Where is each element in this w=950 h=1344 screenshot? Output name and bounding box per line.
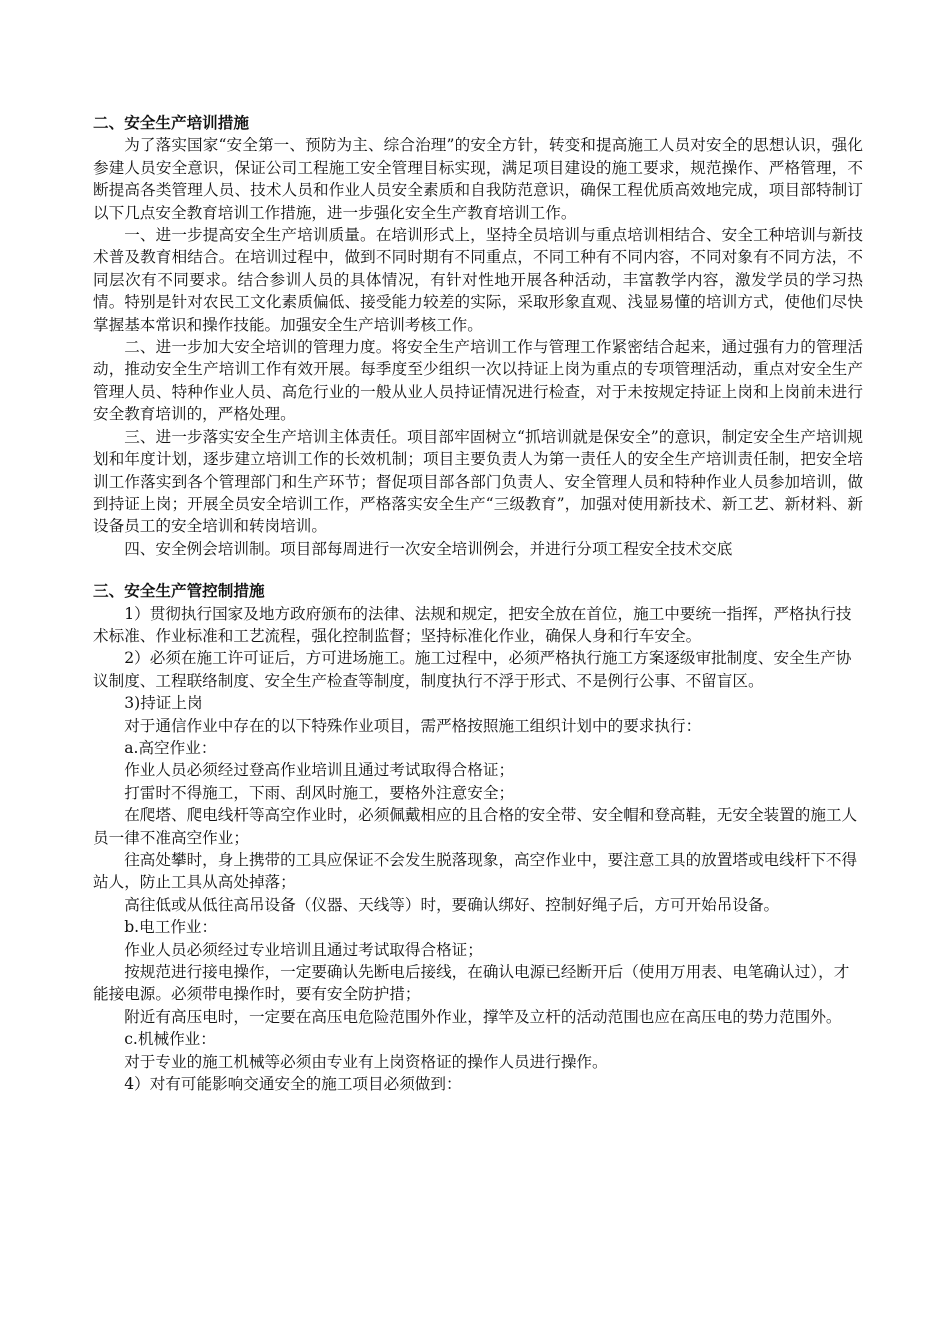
- list-item: 3)持证上岗: [124, 694, 203, 713]
- list-item: 往高处攀时，身上携带的工具应保证不会发生脱落现象，高空作业中，要注意工具的放置塔或电线杆下不得站人，防止工具从高处掉落；: [93, 851, 858, 892]
- list-item: 在爬塔、爬电线杆等高空作业时，必须佩戴相应的且合格的安全带、安全帽和登高鞋，无安全装置的施工人员一律不准高空作业；: [93, 806, 858, 847]
- paragraph-training-quality: 一、进一步提高安全生产培训质量。在培训形式上，坚持全员培训与重点培训相结合、安全工种培训与新技术普及教育相结合。在培训过程中，做到不同时期有不同重点，不同工种有不同内容，不同对象有不同方法，不同层次有不同要求。结合参训人员的具体情况，有针对性地开展各种活动，丰富教学内容，激发学员的学习热情。特别是针对农民工文化素质偏低、接受能力较差的实际，采取形象直观、浅显易懂的培训方式，使他们尽快掌握基本常识和操作技能。加强安全生产培训考核工作。: [93, 226, 863, 334]
- section-heading-training: 二、安全生产培训措施: [93, 113, 249, 132]
- list-item: 高往低或从低往高吊设备（仪器、天线等）时，要确认绑好、控制好绳子后，方可开始吊设备。: [124, 895, 780, 914]
- list-item: 2）必须在施工许可证后，方可进场施工。施工过程中，必须严格执行施工方案逐级审批制度、安全生产协议制度、工程联络制度、安全生产检查等制度，制度执行不浮于形式、不是例行公事、不留盲区。: [93, 649, 852, 690]
- list-item: 对于专业的施工机械等必须由专业有上岗资格证的操作人员进行操作。: [124, 1052, 608, 1071]
- list-item: 打雷时不得施工，下雨、刮风时施工，要格外注意安全；: [124, 783, 515, 802]
- paragraph-training-management: 二、进一步加大安全培训的管理力度。将安全生产培训工作与管理工作紧密结合起来，通过强有力的管理活动，推动安全生产培训工作有效开展。每季度至少组织一次以持证上岗为重点的专项管理活动，重点对安全生产管理人员、特种作业人员、高危行业的一般从业人员持证情况进行检查，对于未按规定持证上岗和上岗前未进行安全教育培训的，严格处理。: [93, 338, 863, 424]
- list-item: 对于通信作业中存在的以下特殊作业项目，需严格按照施工组织计划中的要求执行：: [124, 716, 702, 735]
- paragraph-safety-meeting: 四、安全例会培训制。项目部每周进行一次安全培训例会，并进行分项工程安全技术交底: [124, 539, 733, 558]
- list-item: 作业人员必须经过登高作业培训且通过考试取得合格证；: [124, 761, 515, 780]
- list-item: 按规范进行接电操作，一定要确认先断电后接线，在确认电源已经断开后（使用万用表、电笔确认过），才能接电源。必须带电操作时，要有安全防护措；: [93, 963, 850, 1004]
- list-item: 作业人员必须经过专业培训且通过考试取得合格证；: [124, 940, 483, 959]
- list-item: b.电工作业：: [124, 918, 218, 937]
- list-item: 附近有高压电时，一定要在高压电危险范围外作业，撑竿及立杆的活动范围也应在高压电的势力范围外。: [124, 1007, 842, 1026]
- document-body: [93, 112, 863, 1095]
- list-item: 4）对有可能影响交通安全的施工项目必须做到：: [124, 1075, 462, 1094]
- paragraph-intro: 为了落实国家“安全第一、预防为主、综合治理”的安全方针，转变和提高施工人员对安全的思想认识，强化参建人员安全意识，保证公司工程施工安全管理目标实现，满足项目建设的施工要求，规范操作、严格管理，不断提高各类管理人员、技术人员和作业人员安全素质和自我防范意识，确保工程优质高效地完成，项目部特制订以下几点安全教育培训工作措施，进一步强化安全生产教育培训工作。: [93, 136, 863, 222]
- list-item: a.高空作业：: [124, 738, 217, 757]
- section-heading-control: 三、安全生产管控制措施: [93, 581, 265, 601]
- section-spacer: [93, 560, 863, 580]
- list-item: 1）贯彻执行国家及地方政府颁布的法律、法规和规定，把安全放在首位，施工中要统一指挥，严格执行技术标准、作业标准和工艺流程，强化控制监督；坚持标准化作业，确保人身和行车安全。: [93, 604, 852, 645]
- paragraph-training-responsibility: 三、进一步落实安全生产培训主体责任。项目部牢固树立“抓培训就是保安全”的意识，制定安全生产培训规划和年度计划，逐步建立培训工作的长效机制；项目主要负责人为第一责任人的安全生产培训责任制，把安全培训工作落实到各个管理部门和生产环节；督促项目部各部门负责人、安全管理人员和特种作业人员参加培训，做到持证上岗；开展全员安全培训工作，严格落实安全生产“三级教育”，加强对使用新技术、新工艺、新材料、新设备员工的安全培训和转岗培训。: [93, 427, 863, 536]
- list-item: c.机械作业：: [124, 1030, 216, 1049]
